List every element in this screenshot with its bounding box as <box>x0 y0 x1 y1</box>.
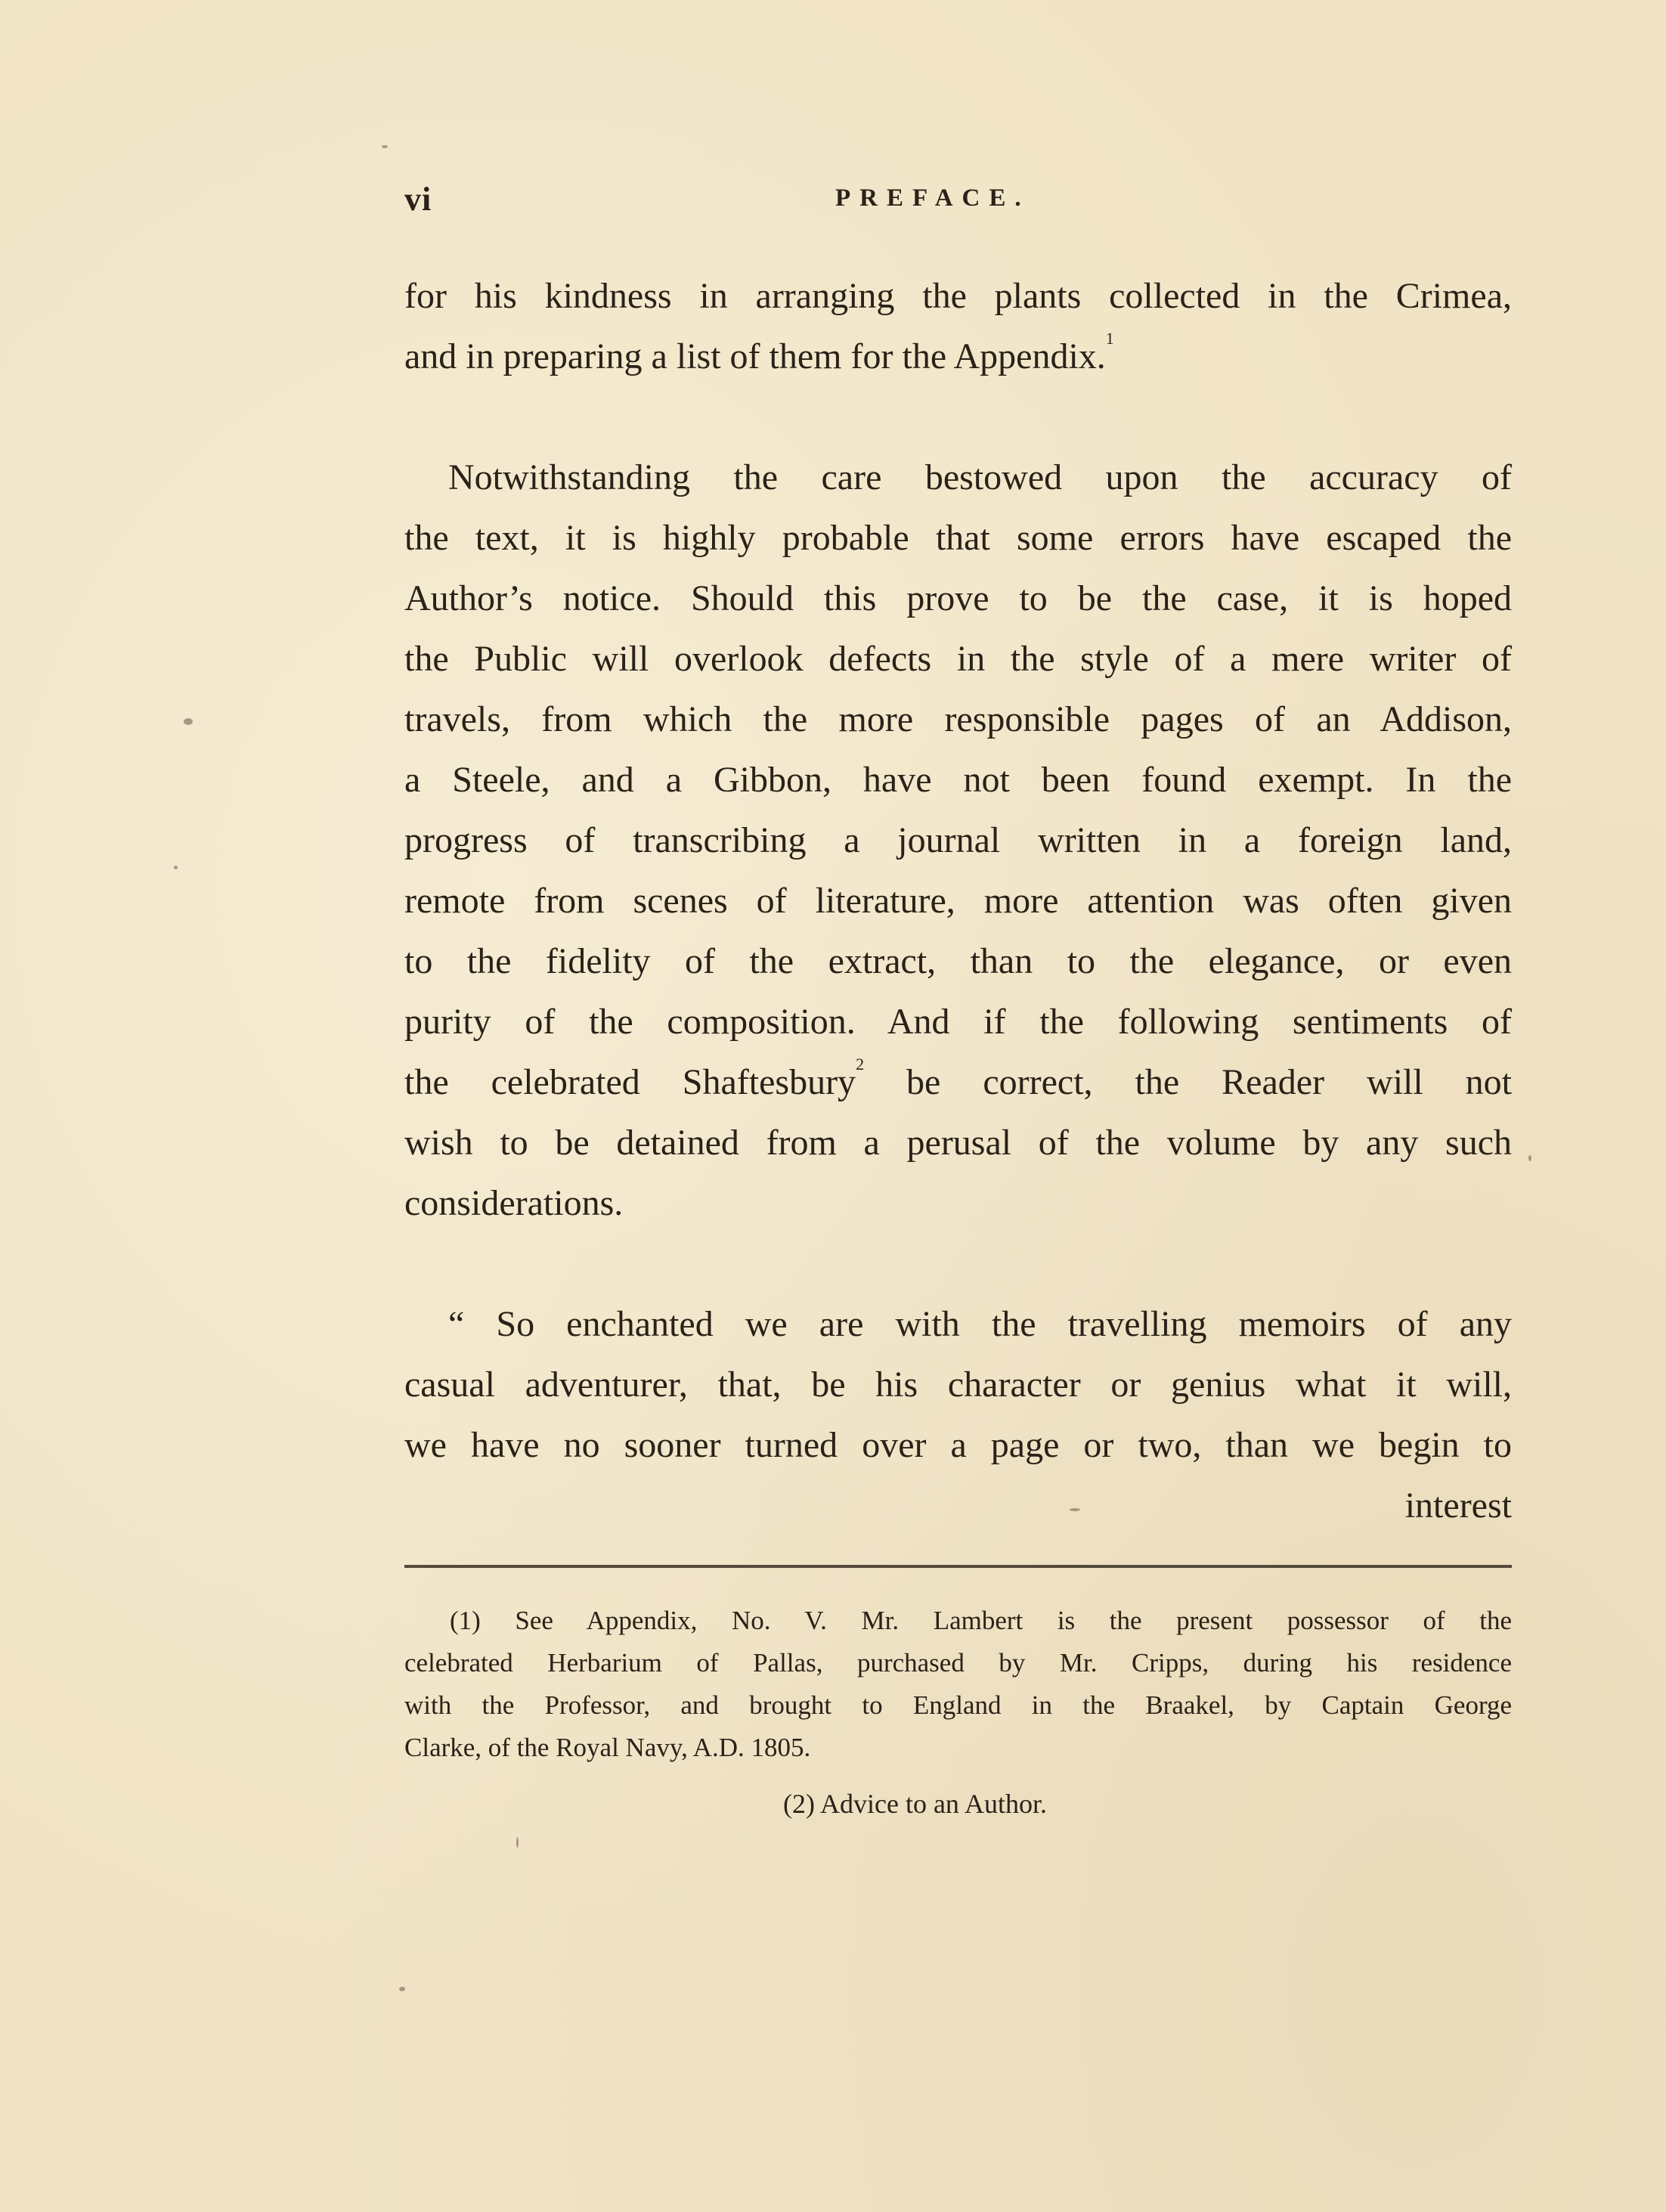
text-line: for his kindness in arranging the plants collected in the Crimea, <box>404 276 1512 316</box>
catchword: interest <box>1404 1486 1512 1526</box>
paper-speck <box>184 718 193 725</box>
footnote-rule <box>404 1565 1512 1568</box>
footnote-ref: 2 <box>856 1055 865 1073</box>
text-line: Author’s notice. Should this prove to be the case, it is hoped <box>404 578 1512 618</box>
paper-speck <box>1528 1155 1531 1161</box>
footnotes <box>404 1600 1512 1769</box>
running-head <box>404 180 1512 225</box>
text-line: purity of the composition. And if the following sentiments of <box>404 1002 1512 1042</box>
footnote-2: (2) Advice to an Author. <box>783 1789 1047 1819</box>
paper-speck <box>174 866 178 869</box>
text-line <box>404 327 1512 387</box>
paragraph-gap <box>404 1234 1512 1294</box>
footnote-ref: 1 <box>1105 329 1114 348</box>
text-line <box>404 1052 1512 1113</box>
text-line: considerations. <box>404 1183 624 1223</box>
text-line: Notwithstanding the care bestowed upon the accuracy of <box>448 457 1512 497</box>
paper-speck <box>1070 1508 1080 1511</box>
footnote-line: with the Professor, and brought to England in the Braakel, by Captain George <box>404 1690 1512 1720</box>
text-segment: be correct, the Reader will not <box>906 1062 1513 1102</box>
text-segment: and in preparing a list of them for the Appendix. <box>404 336 1106 376</box>
text-line: casual adventurer, that, be his character or genius what it will, <box>404 1365 1512 1405</box>
running-title: PREFACE. <box>835 184 1030 212</box>
text-segment: the celebrated Shaftesbury <box>404 1062 856 1102</box>
text-line: the Public will overlook defects in the style of a mere writer of <box>404 639 1512 679</box>
text-line: we have no sooner turned over a page or two, than we begin to <box>404 1425 1512 1465</box>
text-line: to the fidelity of the extract, than to the elegance, or even <box>404 941 1512 981</box>
text-line: “ So enchanted we are with the travelling memoirs of any <box>448 1304 1512 1344</box>
text-line: a Steele, and a Gibbon, have not been found exempt. In the <box>404 760 1512 800</box>
text-line: remote from scenes of literature, more attention was often given <box>404 881 1512 921</box>
text-line: progress of transcribing a journal written in a foreign land, <box>404 820 1512 860</box>
footnote-line: celebrated Herbarium of Pallas, purchased by Mr. Cripps, during his residence <box>404 1648 1512 1678</box>
page-number: vi <box>404 181 432 218</box>
footnote-line: Clarke, of the Royal Navy, A.D. 1805. <box>404 1733 811 1762</box>
text-line: wish to be detained from a perusal of the volume by any such <box>404 1123 1512 1163</box>
text-line: the text, it is highly probable that some errors have escaped the <box>404 518 1512 558</box>
paragraph-gap <box>404 387 1512 448</box>
paper-speck <box>382 145 388 148</box>
body-text <box>404 266 1512 1536</box>
text-line: travels, from which the more responsible pages of an Addison, <box>404 699 1512 739</box>
footnote-line: (1) See Appendix, No. V. Mr. Lambert is the present possessor of the <box>450 1606 1512 1635</box>
paper-speck <box>516 1837 519 1848</box>
paper-speck <box>399 1987 405 1991</box>
